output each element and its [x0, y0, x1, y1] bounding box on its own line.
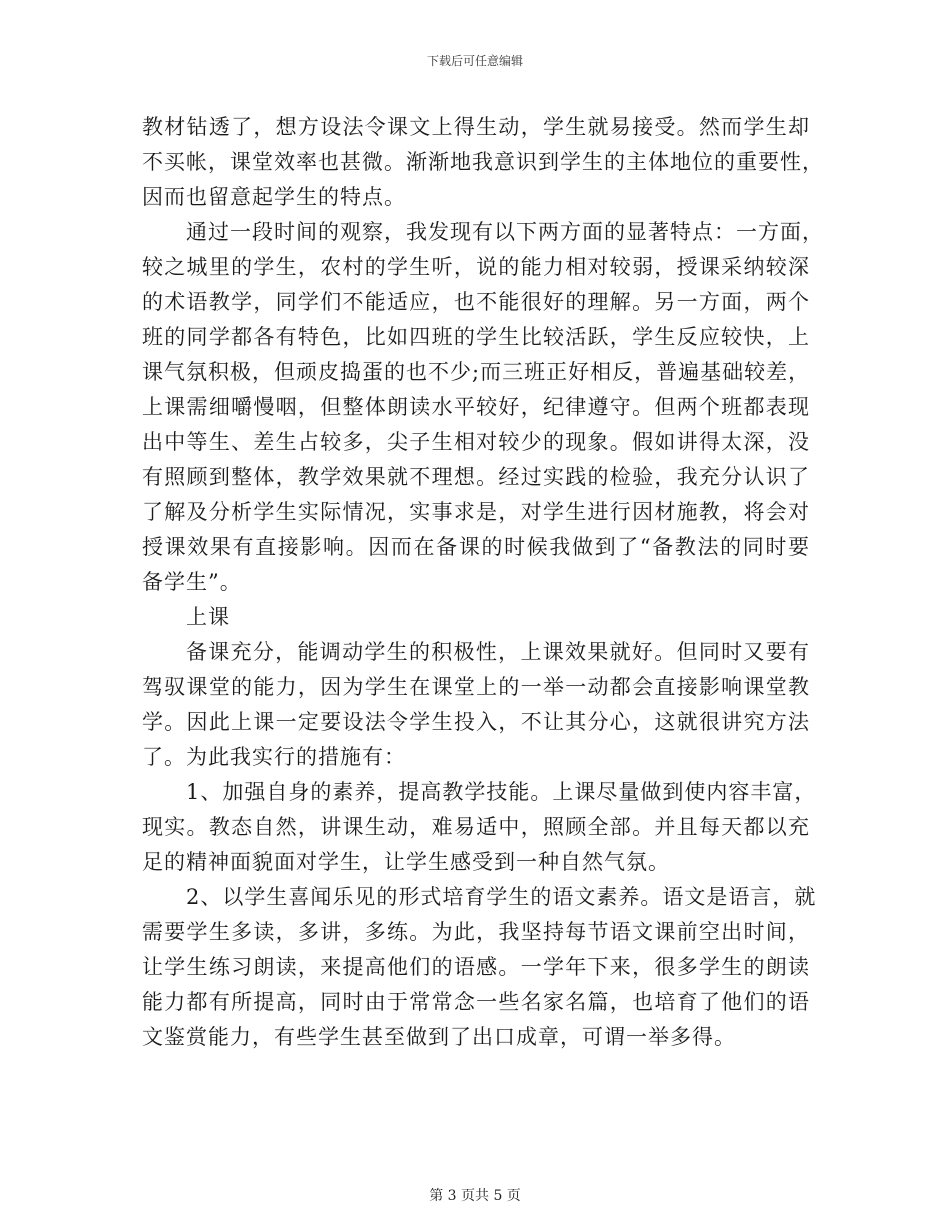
text-line: 授课效果有直接影响。因而在备课的时候我做到了“备教法的同时要: [142, 535, 810, 559]
text-line: 1、加强自身的素养，提高教学技能。上课尽量做到使内容丰富，: [186, 780, 817, 804]
text-line: 文鉴赏能力，有些学生甚至做到了出口成章，可谓一举多得。: [142, 1025, 736, 1049]
text-line: 了解及分析学生实际情况，实事求是，对学生进行因材施教，将会对: [142, 500, 810, 524]
text-line: 上课需细嚼慢咽，但整体朗读水平较好，纪律遵守。但两个班都表现: [142, 395, 810, 419]
text-line: 让学生练习朗读，来提高他们的语感。一学年下来，很多学生的朗读: [142, 955, 810, 979]
text-line: 现实。教态自然，讲课生动，难易适中，照顾全部。并且每天都以充: [142, 815, 810, 839]
text-line: 2、以学生喜闻乐见的形式培育学生的语文素养。语文是语言，就: [186, 885, 817, 909]
text-line: 较之城里的学生，农村的学生听，说的能力相对较弱，授课采纳较深: [142, 255, 810, 279]
text-line: 课气氛积极，但顽皮捣蛋的也不少;而三班正好相反，普遍基础较差，: [142, 360, 811, 384]
text-line: 不买帐，课堂效率也甚微。渐渐地我意识到学生的主体地位的重要性，: [142, 150, 824, 174]
text-line: 足的精神面貌面对学生，让学生感受到一种自然气氛。: [142, 850, 670, 874]
text-line: 的术语教学，同学们不能适应，也不能很好的理解。另一方面，两个: [142, 290, 810, 314]
text-line: 驾驭课堂的能力，因为学生在课堂上的一举一动都会直接影响课堂教: [142, 675, 810, 699]
page-header: 下载后可任意编辑: [426, 54, 523, 68]
page-number-footer: 第 3 页共 5 页: [429, 1188, 521, 1204]
text-line: 通过一段时间的观察，我发现有以下两方面的显著特点：一方面，: [186, 220, 824, 244]
text-line: 学。因此上课一定要设法令学生投入，不让其分心，这就很讲究方法: [142, 710, 810, 734]
text-line: 备课充分，能调动学生的积极性，上课效果就好。但同时又要有: [186, 640, 810, 664]
document-body: [142, 110, 824, 1055]
text-line: 出中等生、差生占较多，尖子生相对较少的现象。假如讲得太深，没: [142, 430, 810, 454]
text-line: 因而也留意起学生的特点。: [142, 185, 406, 209]
text-line: 班的同学都各有特色，比如四班的学生比较活跃，学生反应较快，上: [142, 325, 810, 349]
text-line: 备学生”。: [142, 570, 242, 594]
text-line: 有照顾到整体，教学效果就不理想。经过实践的检验，我充分认识了: [142, 465, 810, 489]
text-line: 需要学生多读，多讲，多练。为此，我坚持每节语文课前空出时间，: [142, 920, 810, 944]
text-line: 能力都有所提高，同时由于常常念一些名家名篇，也培育了他们的语: [142, 990, 810, 1014]
text-line: 教材钻透了，想方设法令课文上得生动，学生就易接受。然而学生却: [142, 115, 810, 139]
text-line: 了。为此我实行的措施有：: [142, 745, 406, 769]
text-line: 上课: [186, 605, 230, 629]
